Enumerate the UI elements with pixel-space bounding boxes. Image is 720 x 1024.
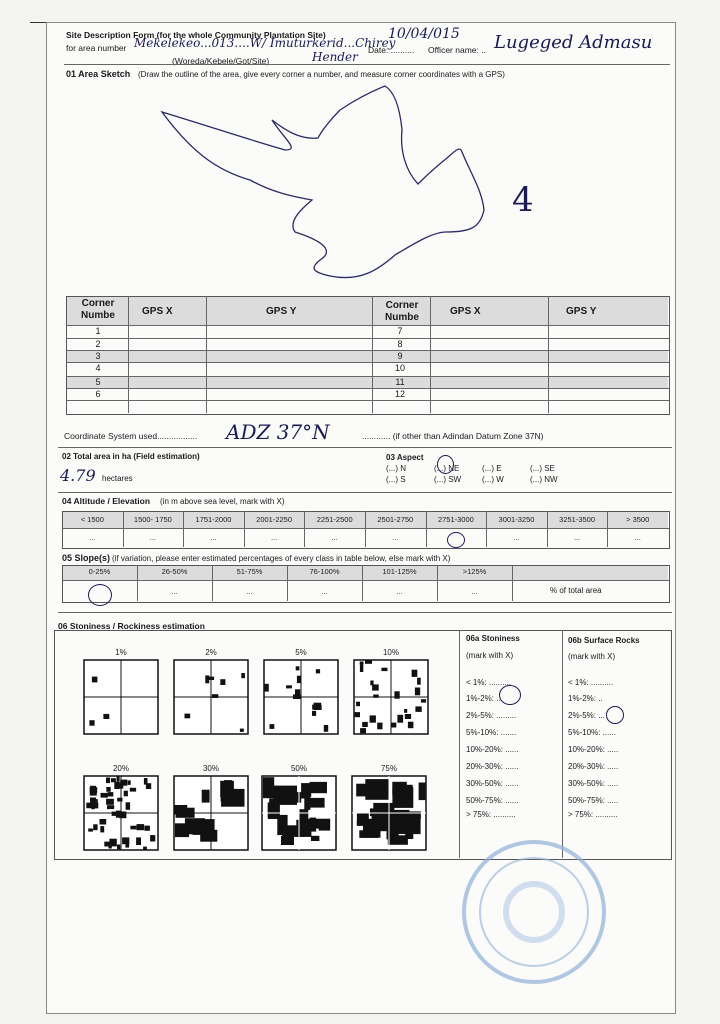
stoniness-diagram-label: 5%	[295, 648, 307, 657]
surface-rocks-option[interactable]: 20%-30%: .....	[568, 762, 619, 771]
stoniness-col-a-sub: (mark with X)	[466, 651, 514, 660]
stoniness-title: 06 Stoniness / Rockiness estimation	[58, 621, 205, 631]
stoniness-option[interactable]: 1%-2%: ..	[466, 694, 501, 703]
stoniness-diagram-label: 75%	[380, 764, 397, 773]
sketch-instruction: (Draw the outline of the area, give every corner a number, and measure corner coordinates with a GPS)	[138, 70, 505, 79]
stoniness-option[interactable]: < 1%: ..........	[466, 678, 512, 687]
stoniness-diagram-label: 50%	[290, 764, 307, 773]
aspect-title: 03 Aspect	[386, 453, 424, 462]
altitude-range: 2001-2250	[256, 515, 293, 524]
col-corner-number-1: Corner Numbe	[81, 298, 115, 321]
altitude-cell[interactable]: ...	[149, 533, 157, 542]
stoniness-col-b-title: 06b Surface Rocks	[568, 636, 640, 645]
surface-rocks-option[interactable]: 30%-50%: .....	[568, 779, 619, 788]
corner-number-left: 5	[95, 377, 101, 387]
aspect-sw: (...) SW	[434, 475, 462, 484]
stoniness-option[interactable]: 30%-50%: ......	[466, 779, 519, 788]
stoniness-option[interactable]: 5%-10%: .......	[466, 728, 517, 737]
surface-rocks-option[interactable]: < 1%: ..........	[568, 678, 614, 687]
area-sub-label: (Woreda/Kebele/Got/Site)	[172, 56, 270, 66]
corner-number-left: 6	[95, 389, 101, 399]
aspect-s: (...) S	[386, 475, 406, 484]
corner-number-left: 2	[95, 339, 101, 349]
aspect-nw: (...) NW	[530, 475, 558, 484]
aspect-w: (...) W	[482, 475, 504, 484]
stoniness-option[interactable]: 10%-20%: ......	[466, 745, 519, 754]
altitude-cell[interactable]: ...	[573, 533, 581, 542]
altitude-range: 2251-2500	[316, 515, 353, 524]
altitude-title: 04 Altitude / Elevation	[62, 496, 151, 506]
slope-total-label: % of total area	[550, 586, 602, 595]
altitude-range: 3001-3250	[498, 515, 535, 524]
slope-range: 101-125%	[382, 567, 417, 576]
altitude-range: < 1500	[80, 515, 104, 524]
area-sub-value: Hender	[312, 50, 358, 64]
altitude-cell[interactable]: ...	[331, 533, 338, 542]
surface-rocks-option[interactable]: 50%-75%: .....	[568, 796, 619, 805]
total-area-value: 4.79	[60, 466, 96, 485]
altitude-range: 3251-3500	[559, 515, 596, 524]
corner-number-right: 12	[394, 389, 405, 399]
stoniness-col-a-title: 06a Stoniness	[466, 634, 520, 643]
area-number-value: Mekelekeo...013....W/ Imuturkerid...Chirey	[134, 36, 396, 50]
aspect-e: (...) E	[482, 464, 502, 473]
slope-cell[interactable]: ...	[246, 587, 253, 596]
slope-cell[interactable]: ...	[171, 587, 178, 596]
altitude-range: 1751-2000	[195, 515, 232, 524]
form-title: Site Description Form (for the whole Community Plantation Site)	[66, 30, 326, 40]
surface-rocks-option[interactable]: 5%-10%: ......	[568, 728, 617, 737]
corner-number-left: 4	[95, 363, 101, 373]
slope-cell[interactable]: ...	[321, 587, 328, 596]
corner-number-right: 8	[397, 339, 403, 349]
altitude-cell[interactable]: ...	[270, 533, 278, 542]
corner-number-right: 10	[394, 363, 405, 373]
stoniness-diagram-label: 10%	[382, 648, 399, 657]
surface-rocks-option[interactable]: > 75%: ..........	[568, 810, 618, 819]
altitude-range: 2501-2750	[377, 515, 414, 524]
stoniness-diagram-label: 2%	[205, 648, 217, 657]
aspect-n: (...) N	[386, 464, 406, 473]
altitude-cell[interactable]: ...	[210, 533, 217, 542]
slope-range: 76-100%	[309, 567, 340, 576]
altitude-range: 2751-3000	[437, 515, 474, 524]
col-corner-number-2: Corner Numbe	[385, 300, 419, 323]
col-gps-y-1: GPS Y	[266, 306, 297, 317]
slope-instruction: (if variation, please enter estimated percentages of every class in table below, else mark with X)	[112, 554, 451, 563]
aspect-ne: (...) NE	[434, 464, 460, 473]
date-label: Date: ..........	[368, 45, 415, 55]
surface-rocks-option[interactable]: 1%-2%: ..	[568, 694, 603, 703]
officer-label: Officer name: ..	[428, 45, 486, 55]
slope-cell[interactable]: ...	[471, 587, 478, 596]
slope-range: 26-50%	[161, 567, 188, 576]
corner-number-right: 11	[395, 377, 405, 387]
altitude-range: 1500- 1750	[133, 515, 172, 524]
slope-range: 51-75%	[236, 567, 263, 576]
officer-name: Lugeged Admasu	[494, 32, 653, 53]
altitude-cell[interactable]: ...	[392, 533, 399, 542]
stoniness-diagram-label: 30%	[202, 764, 219, 773]
surface-rocks-option[interactable]: 2%-5%: ...	[568, 711, 605, 720]
slope-range: >125%	[462, 567, 487, 576]
aspect-se: (...) SE	[530, 464, 555, 473]
stoniness-option[interactable]: 2%-5%: .........	[466, 711, 517, 720]
total-area-title: 02 Total area in ha (Field estimation)	[62, 452, 200, 461]
stoniness-option[interactable]: 50%-75%: ......	[466, 796, 519, 805]
corner-number-left: 3	[95, 351, 101, 361]
slope-cell[interactable]: ...	[396, 587, 403, 596]
corner-number-right: 9	[397, 351, 403, 361]
col-gps-x-1: GPS X	[142, 306, 173, 317]
surface-rocks-option[interactable]: 10%-20%: .....	[568, 745, 619, 754]
stoniness-option[interactable]: 20%-30%: ......	[466, 762, 519, 771]
col-gps-y-2: GPS Y	[566, 306, 597, 317]
total-area-unit: hectares	[102, 474, 133, 483]
altitude-cell[interactable]: ...	[513, 533, 520, 542]
sketch-title: 01 Area Sketch	[66, 69, 131, 79]
altitude-instruction: (in m above sea level, mark with X)	[160, 497, 285, 506]
corner-number-left: 1	[95, 326, 101, 336]
altitude-cell[interactable]: ...	[634, 533, 641, 542]
col-gps-x-2: GPS X	[450, 306, 481, 317]
corner-number-right: 7	[397, 326, 403, 336]
altitude-cell[interactable]: ...	[89, 533, 96, 542]
stoniness-diagram-label: 1%	[115, 648, 127, 657]
slope-range: 0-25%	[88, 567, 111, 576]
area-number-label: for area number	[66, 43, 127, 53]
stoniness-col-b-sub: (mark with X)	[568, 652, 616, 661]
stoniness-option[interactable]: > 75%: ..........	[466, 810, 516, 819]
sketch-annotation: 4	[512, 180, 534, 220]
altitude-range: > 3500	[626, 515, 650, 524]
date-value: 10/04/015	[388, 26, 460, 42]
coord-system-label: Coordinate System used.................	[64, 431, 198, 441]
coord-system-suffix: ............ (if other than Adindan Datum Zone 37N)	[362, 431, 544, 441]
stoniness-diagram-label: 20%	[112, 764, 129, 773]
slope-title: 05 Slope(s)	[62, 553, 111, 563]
coord-system-value: ADZ 37°N	[226, 420, 330, 444]
